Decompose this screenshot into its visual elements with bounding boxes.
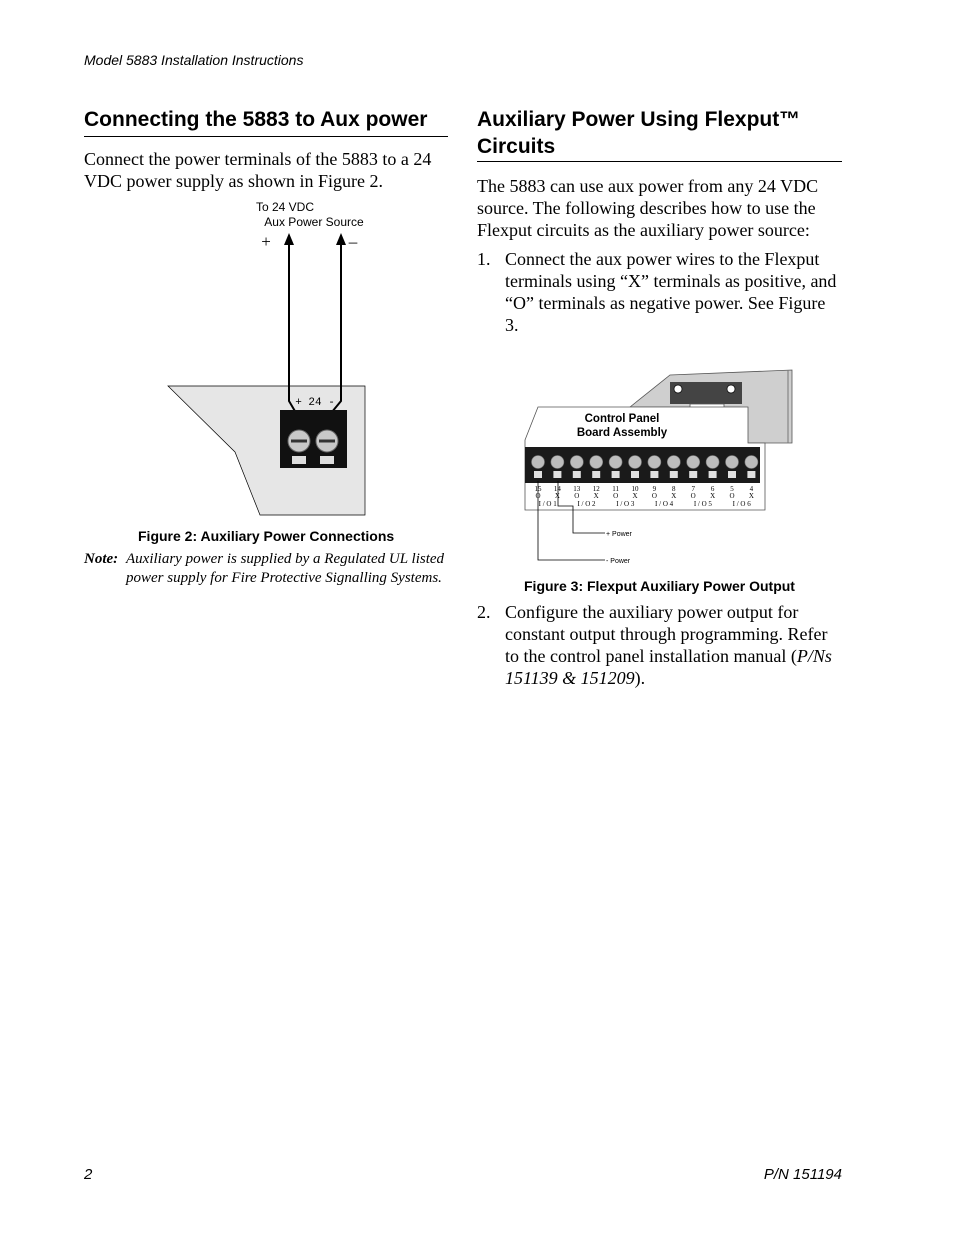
page-number: 2 bbox=[84, 1166, 93, 1183]
fig3-terminal-number: 7 bbox=[691, 485, 695, 493]
fig3-terminal-type: O bbox=[690, 492, 696, 500]
fig3-terminal-type: X bbox=[671, 492, 677, 500]
running-header: Model 5883 Installation Instructions bbox=[84, 52, 304, 68]
fig3-terminal-number: 13 bbox=[573, 485, 581, 493]
fig3-terminal-screw-icon bbox=[667, 456, 680, 469]
fig3-terminal-screw-icon bbox=[551, 456, 564, 469]
step-number: 1. bbox=[477, 249, 491, 269]
manual-part-numbers: P/Ns 151139 & 151209 bbox=[505, 646, 832, 688]
fig2-arrow-up-icon bbox=[336, 233, 346, 245]
fig3-terminal-type: X bbox=[748, 492, 754, 500]
fig3-terminal-type: O bbox=[613, 492, 619, 500]
fig3-terminal-type: O bbox=[535, 492, 541, 500]
fig3-io-label: I / O 6 bbox=[732, 500, 751, 508]
fig3-terminal-number: 15 bbox=[534, 485, 542, 493]
fig2-arrow-up-icon bbox=[284, 233, 294, 245]
fig3-terminal-number: 12 bbox=[592, 485, 600, 493]
fig3-terminal-number: 6 bbox=[710, 485, 715, 493]
fig3-terminal-screw-icon bbox=[687, 456, 700, 469]
fig3-io-label: I / O 3 bbox=[616, 500, 635, 508]
fig3-terminal-number: 14 bbox=[553, 485, 561, 493]
fig3-terminal-type: X bbox=[710, 492, 716, 500]
fig3-terminal-screw-icon bbox=[629, 456, 642, 469]
fig3-terminal-number: 10 bbox=[631, 485, 639, 493]
fig3-terminal-number: 5 bbox=[730, 485, 734, 493]
fig3-board-label-line1: Control Panel bbox=[584, 413, 660, 425]
figure-3-caption: Figure 3: Flexput Auxiliary Power Output bbox=[524, 578, 795, 594]
fig3-plus-power-label: + Power bbox=[606, 531, 632, 538]
fig3-terminal-type: O bbox=[729, 492, 735, 500]
fig3-terminal-screw-icon bbox=[609, 456, 622, 469]
fig3-terminal-screw-icon bbox=[745, 456, 758, 469]
fig3-io-label: I / O 1 bbox=[538, 500, 557, 508]
fig3-io-label: I / O 5 bbox=[693, 500, 712, 508]
intro-paragraph-left: Connect the power terminals of the 5883 to a 24 VDC power supply as shown in Figure 2. bbox=[84, 149, 432, 191]
figure-3-flexput-diagram bbox=[520, 365, 800, 570]
step-text: Configure the auxiliary power output for constant output through programming. Refer to the control panel installation manual (P/Ns 151139 & 151209). bbox=[505, 602, 832, 688]
fig2-label-line1: To 24 VDC bbox=[255, 200, 315, 214]
section-heading-aux-power: Connecting the 5883 to Aux power bbox=[84, 106, 448, 137]
note-text: Auxiliary power is supplied by a Regulated UL listed power supply for Fire Protective Signalling Systems. bbox=[126, 551, 445, 586]
note-label: Note: bbox=[84, 551, 119, 567]
fig2-terminal-label: + 24 - bbox=[295, 397, 335, 409]
fig3-terminal-number: 8 bbox=[672, 485, 676, 493]
fig3-io-label: I / O 2 bbox=[577, 500, 596, 508]
step-text: Connect the aux power wires to the Flexput terminals using “X” terminals as positive, and “O” terminals as negative power. See Figure 3. bbox=[505, 249, 837, 335]
intro-paragraph-right: The 5883 can use aux power from any 24 VDC source. The following describes how to use the Flexput circuits as the auxiliary power source: bbox=[477, 176, 819, 240]
fig3-terminal-type: X bbox=[554, 492, 560, 500]
fig3-io-label: I / O 4 bbox=[655, 500, 674, 508]
figure-2-aux-power-diagram bbox=[165, 195, 375, 520]
fig3-terminal-screw-icon bbox=[648, 456, 661, 469]
fig3-terminal-type: X bbox=[593, 492, 599, 500]
fig3-terminal-number: 4 bbox=[749, 485, 754, 493]
part-number: P/N 151194 bbox=[763, 1166, 842, 1183]
list-item bbox=[477, 248, 842, 336]
fig3-minus-power-label: - Power bbox=[606, 558, 631, 565]
fig2-label-line2: Aux Power Source bbox=[264, 215, 364, 229]
fig3-terminal-type: O bbox=[574, 492, 580, 500]
fig2-minus-sign: – bbox=[348, 232, 358, 251]
fig3-terminal-screw-icon bbox=[570, 456, 583, 469]
fig3-terminal-screw-icon bbox=[590, 456, 603, 469]
fig3-terminal-screw-icon bbox=[726, 456, 739, 469]
fig2-plus-sign: + bbox=[261, 232, 271, 251]
fig3-terminal-screw-icon bbox=[706, 456, 719, 469]
figure-2-caption: Figure 2: Auxiliary Power Connections bbox=[138, 528, 395, 544]
section-heading-flexput: Auxiliary Power Using Flexput™ Circuits bbox=[477, 106, 842, 162]
fig3-terminal-number: 11 bbox=[612, 485, 619, 493]
fig3-terminal-type: O bbox=[651, 492, 657, 500]
step-number: 2. bbox=[477, 602, 491, 622]
fig3-terminal-screw-icon bbox=[532, 456, 545, 469]
fig3-terminal-type: X bbox=[632, 492, 638, 500]
note-block bbox=[84, 550, 449, 588]
fig3-terminal-number: 9 bbox=[652, 485, 657, 493]
fig3-board-label-line2: Board Assembly bbox=[576, 427, 668, 439]
list-item bbox=[477, 601, 842, 689]
